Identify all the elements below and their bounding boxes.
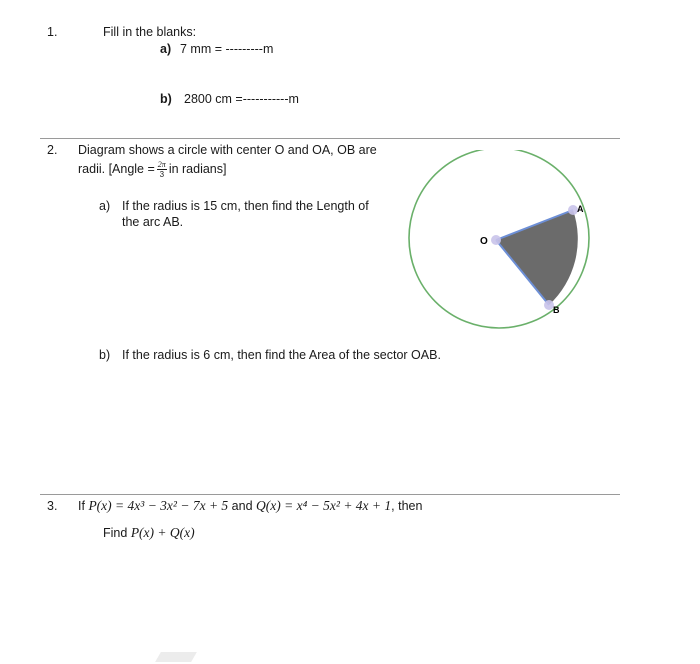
q2-line2 xyxy=(78,160,227,179)
divider-q2-q3 xyxy=(40,494,620,495)
q1-b-text: 2800 cm =-----------m xyxy=(184,92,299,106)
angle-fraction xyxy=(157,160,167,179)
q1-a-text: 7 mm = ---------m xyxy=(180,42,274,56)
scan-smudge xyxy=(155,652,197,662)
q1-b-label: b) xyxy=(160,92,172,106)
angle-denominator: 3 xyxy=(159,170,165,179)
angle-numerator: 2π xyxy=(157,160,166,169)
q3-number: 3. xyxy=(47,499,58,513)
q2-line1: Diagram shows a circle with center O and OA, OB are xyxy=(78,143,377,157)
label-a: A xyxy=(577,204,584,214)
q2-b-text: If the radius is 6 cm, then find the Area of the sector OAB. xyxy=(122,348,441,362)
q1-number: 1. xyxy=(47,25,58,39)
q3-find-expression: P(x) + Q(x) xyxy=(130,525,195,540)
q3-then: , then xyxy=(391,499,423,513)
label-o: O xyxy=(480,236,488,247)
point-o xyxy=(491,235,501,245)
q3-line2 xyxy=(103,525,195,541)
q3-line1 xyxy=(78,498,422,514)
q2-a-line1: If the radius is 15 cm, then find the Length of xyxy=(122,199,369,213)
divider-q1-q2 xyxy=(40,138,620,139)
q3-find: Find xyxy=(103,526,128,540)
q3-p-definition: P(x) = 4x³ − 3x² − 7x + 5 xyxy=(88,498,229,513)
circle-sector-diagram xyxy=(400,150,600,330)
q2-a-label: a) xyxy=(99,199,111,213)
q2-number: 2. xyxy=(47,143,58,157)
q1-a-label: a) xyxy=(160,42,172,56)
q3-and: and xyxy=(231,499,253,513)
q2-b-label: b) xyxy=(99,348,111,362)
q1-prompt: Fill in the blanks: xyxy=(103,25,197,39)
q2-line2-post: in radians] xyxy=(168,161,227,176)
q2-a-line2: the arc AB. xyxy=(122,215,184,229)
q3-if: If xyxy=(78,499,85,513)
q2-line2-pre: radii. [Angle = xyxy=(78,161,155,176)
label-b: B xyxy=(553,305,560,315)
q3-q-definition: Q(x) = x⁴ − 5x² + 4x + 1 xyxy=(256,498,392,513)
